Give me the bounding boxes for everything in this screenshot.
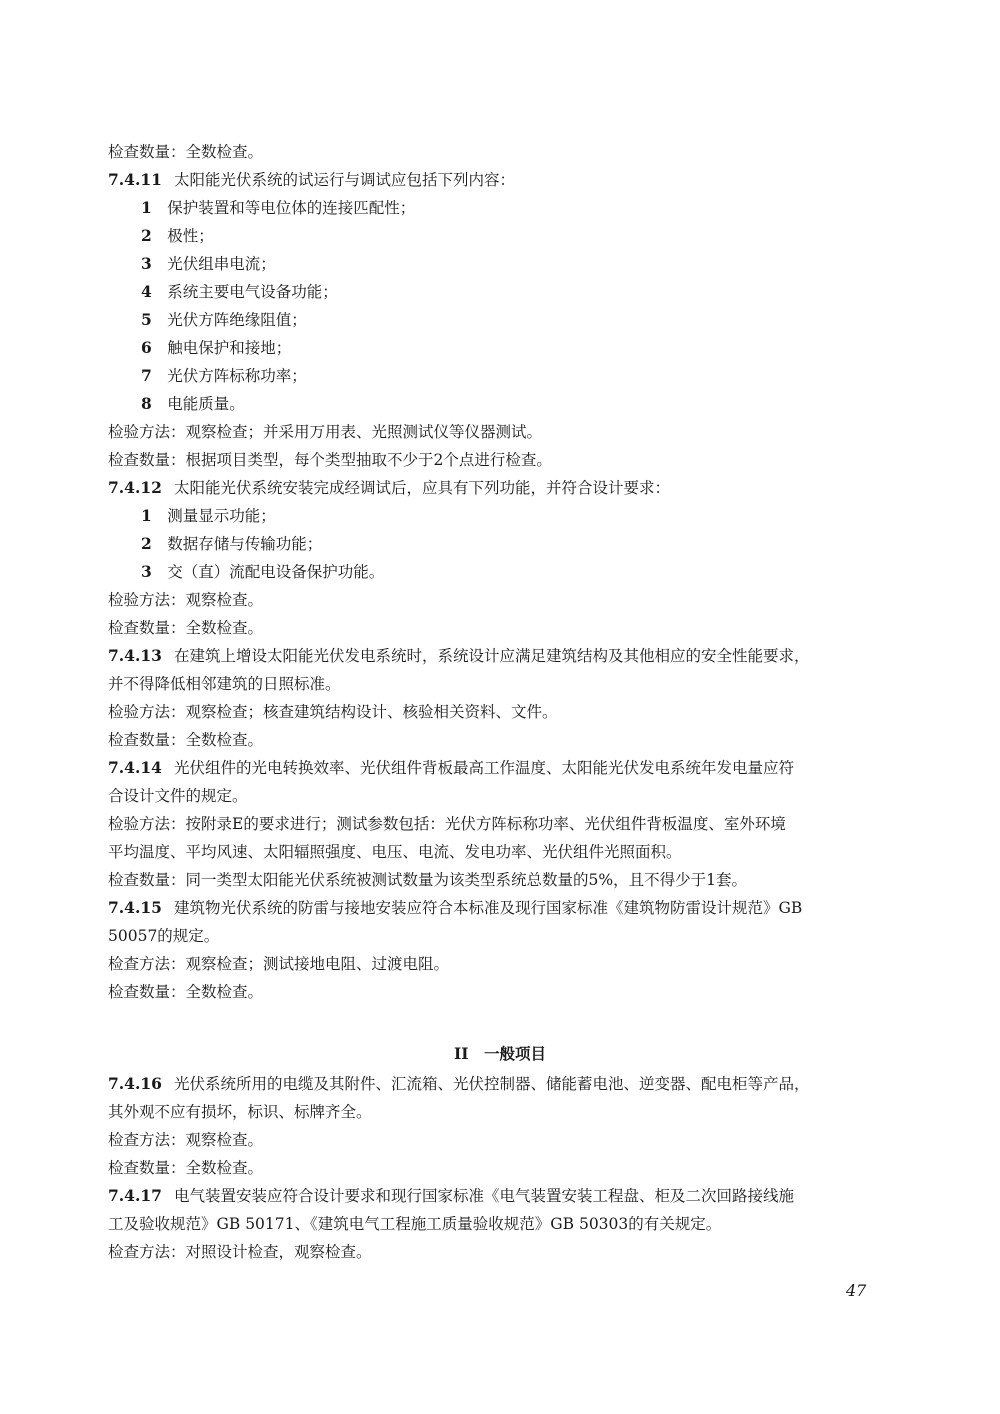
line-text: 电能质量。	[167, 395, 245, 413]
line-text: 光伏组串电流；	[167, 255, 276, 273]
line-text: 电气装置安装应符合设计要求和现行国家标准《电气装置安装工程盘、柜及二次回路接线施	[173, 1187, 794, 1205]
text-line	[108, 422, 888, 442]
clause-number: 7.4.16	[108, 1074, 162, 1093]
clause-paragraph	[108, 478, 888, 498]
list-item	[141, 226, 921, 246]
list-item	[141, 534, 921, 554]
line-text: 检验方法：观察检查；并采用万用表、光照测试仪等仪器测试。	[108, 423, 543, 441]
list-item-number: 2	[141, 534, 152, 553]
clause-paragraph	[108, 170, 888, 190]
text-line	[108, 926, 888, 946]
clause-number: 7.4.15	[108, 898, 162, 917]
line-text: 光伏系统所用的电缆及其附件、汇流箱、光伏控制器、储能蓄电池、逆变器、配电柜等产品，	[173, 1075, 810, 1093]
line-text: 检查方法：对照设计检查，观察检查。	[108, 1243, 372, 1261]
text-line	[108, 450, 888, 470]
line-text: 系统主要电气设备功能；	[167, 283, 338, 301]
line-text: 数据存储与传输功能；	[167, 535, 323, 553]
list-item-number: 3	[141, 254, 152, 273]
text-line	[108, 814, 888, 834]
line-text: 保护装置和等电位体的连接匹配性；	[167, 199, 416, 217]
list-item	[141, 562, 921, 582]
line-text: 检验方法：按附录E的要求进行；测试参数包括：光伏方阵标称功率、光伏组件背板温度、室外环境	[108, 815, 786, 833]
line-text: 工及验收规范》GB 50171、《建筑电气工程施工质量验收规范》GB 50303的有关规定。	[108, 1215, 722, 1233]
line-text: 光伏组件的光电转换效率、光伏组件背板最高工作温度、太阳能光伏发电系统年发电量应符	[173, 759, 794, 777]
clause-paragraph	[108, 646, 888, 666]
page-number: 47	[846, 1281, 867, 1300]
line-text: 检查数量：同一类型太阳能光伏系统被测试数量为该类型系统总数量的5%，且不得少于1套。	[108, 871, 747, 889]
line-text: 触电保护和接地；	[167, 339, 292, 357]
list-item	[141, 254, 921, 274]
list-item	[141, 310, 921, 330]
clause-paragraph	[108, 1074, 888, 1094]
list-item	[141, 394, 921, 414]
line-text: 检查方法：观察检查；测试接地电阻、过渡电阻。	[108, 955, 450, 973]
list-item	[141, 282, 921, 302]
line-text: 检查数量：根据项目类型，每个类型抽取不少于2个点进行检查。	[108, 451, 552, 469]
line-text: 交（直）流配电设备保护功能。	[167, 563, 385, 581]
clause-paragraph	[108, 898, 888, 918]
line-text: 检验方法：观察检查。	[108, 591, 264, 609]
line-text: 检查数量：全数检查。	[108, 983, 264, 1001]
text-line	[108, 618, 888, 638]
line-text: 检查数量：全数检查。	[108, 619, 264, 637]
text-line	[108, 1158, 888, 1178]
line-text: 检查数量：全数检查。	[108, 143, 264, 161]
text-line	[108, 870, 888, 890]
line-text: 光伏方阵绝缘阻值；	[167, 311, 307, 329]
text-line	[108, 730, 888, 750]
line-text: 在建筑上增设太阳能光伏发电系统时，系统设计应满足建筑结构及其他相应的安全性能要求，	[173, 647, 810, 665]
line-text: 检查方法：观察检查。	[108, 1131, 264, 1149]
line-text: 太阳能光伏系统安装完成经调试后，应具有下列功能，并符合设计要求：	[173, 479, 670, 497]
list-item-number: 2	[141, 226, 152, 245]
clause-number: 7.4.11	[108, 170, 162, 189]
list-item-number: 1	[141, 506, 152, 525]
list-item-number: 7	[141, 366, 152, 385]
text-line	[108, 674, 888, 694]
line-text: 极性；	[167, 227, 214, 245]
clause-number: 7.4.17	[108, 1186, 162, 1205]
clause-paragraph	[108, 758, 888, 778]
line-text: 测量显示功能；	[167, 507, 276, 525]
text-line	[108, 702, 888, 722]
text-line	[108, 1214, 888, 1234]
line-text: 合设计文件的规定。	[108, 787, 248, 805]
list-item-number: 1	[141, 198, 152, 217]
text-line	[108, 1102, 888, 1122]
text-line	[108, 142, 888, 162]
list-item	[141, 338, 921, 358]
text-line	[108, 982, 888, 1002]
line-text: 并不得降低相邻建筑的日照标准。	[108, 675, 341, 693]
line-text: 太阳能光伏系统的试运行与调试应包括下列内容：	[173, 171, 515, 189]
line-text: 其外观不应有损坏，标识、标牌齐全。	[108, 1103, 372, 1121]
list-item-number: 6	[141, 338, 152, 357]
clause-number: 7.4.14	[108, 758, 162, 777]
list-item	[141, 506, 921, 526]
clause-number: 7.4.12	[108, 478, 162, 497]
list-item	[141, 198, 921, 218]
text-line	[108, 1130, 888, 1150]
text-line	[108, 842, 888, 862]
list-item-number: 4	[141, 282, 152, 301]
text-line	[108, 786, 888, 806]
line-text: 检查数量：全数检查。	[108, 731, 264, 749]
text-line	[108, 954, 888, 974]
list-item-number: 5	[141, 310, 152, 329]
line-text: 检查数量：全数检查。	[108, 1159, 264, 1177]
line-text: 50057的规定。	[108, 927, 220, 945]
list-item	[141, 366, 921, 386]
clause-number: 7.4.13	[108, 646, 162, 665]
list-item-number: 8	[141, 394, 152, 413]
line-text: 建筑物光伏系统的防雷与接地安装应符合本标准及现行国家标准《建筑物防雷设计规范》GB	[173, 899, 803, 917]
line-text: 检验方法：观察检查；核查建筑结构设计、核验相关资料、文件。	[108, 703, 558, 721]
section-heading: II 一般项目	[453, 1044, 546, 1063]
clause-paragraph	[108, 1186, 888, 1206]
line-text: 平均温度、平均风速、太阳辐照强度、电压、电流、发电功率、光伏组件光照面积。	[108, 843, 682, 861]
line-text: 光伏方阵标称功率；	[167, 367, 307, 385]
text-line	[108, 590, 888, 610]
list-item-number: 3	[141, 562, 152, 581]
text-line	[108, 1242, 888, 1262]
